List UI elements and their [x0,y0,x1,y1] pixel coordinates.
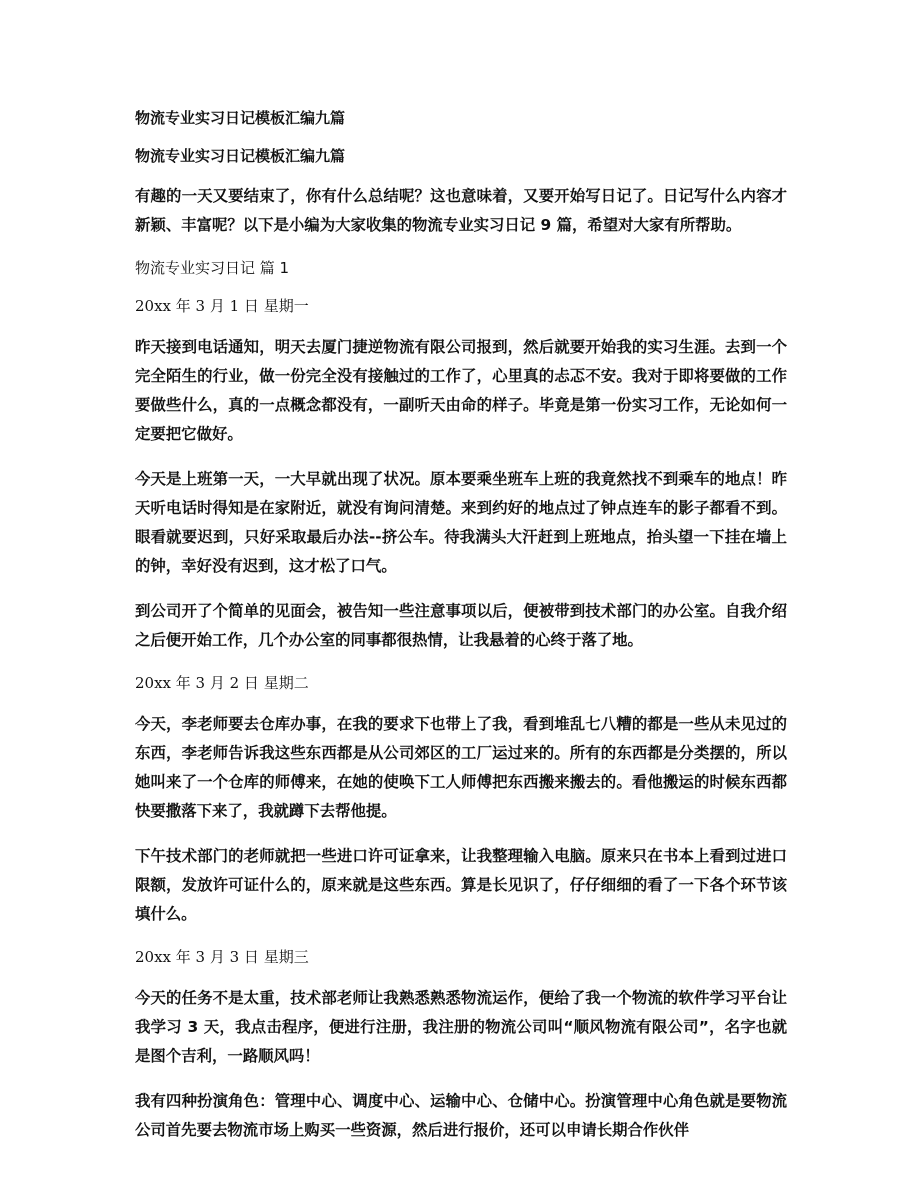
entry-paragraph: 今天的任务不是太重，技术部老师让我熟悉熟悉物流运作，便给了我一个物流的软件学习平台让我学习 3 天，我点击程序，便进行注册，我注册的物流公司叫“顺风物流有限公司”，名字也就是图个吉利，一路顺风吗！ [135,989,787,1065]
document-title: 物流专业实习日记模板汇编九篇 [135,109,346,127]
entry-paragraph: 今天，李老师要去仓库办事，在我的要求下也带上了我，看到堆乱七八糟的都是一些从未见过的东西，李老师告诉我这些东西都是从公司郊区的工厂运过来的。所有的东西都是分类摆的，所以她叫来了一个仓库的师傅来，在她的使唤下工人师傅把东西搬来搬去的。看他搬运的时候东西都快要撒落下来了，我就蹲下去帮他提。 [135,715,787,820]
document-page [135,106,787,1161]
document-subtitle: 物流专业实习日记模板汇编九篇 [135,147,346,165]
entry-paragraph: 今天是上班第一天，一大早就出现了状况。原本要乘坐班车上班的我竟然找不到乘车的地点！昨天听电话时得知是在家附近，就没有询问清楚。来到约好的地点过了钟点连车的影子都看不到。眼看就要迟到，只好采取最后办法--挤公车。待我满头大汗赶到上班地点，抬头望一下挂在墙上的钟，幸好没有迟到，这才松了口气。 [135,470,787,575]
entry-date: 20xx 年 3 月 2 日 星期二 [135,674,309,692]
section-heading: 物流专业实习日记 篇 1 [135,259,290,277]
entry-paragraph: 昨天接到电话通知，明天去厦门捷逆物流有限公司报到，然后就要开始我的实习生涯。去到一个完全陌生的行业，做一份完全没有接触过的工作了，心里真的忐忑不安。我对于即将要做的工作要做些什么，真的一点概念都没有，一副听天由命的样子。毕竟是第一份实习工作，无论如何一定要把它做好。 [135,338,787,443]
entry-date: 20xx 年 3 月 3 日 星期三 [135,948,309,966]
entry-paragraph: 到公司开了个简单的见面会，被告知一些注意事项以后，便被带到技术部门的办公室。自我介绍之后便开始工作，几个办公室的同事都很热情，让我悬着的心终于落了地。 [135,602,787,649]
entry-paragraph: 我有四种扮演角色：管理中心、调度中心、运输中心、仓储中心。扮演管理中心角色就是要物流公司首先要去物流市场上购买一些资源，然后进行报价，还可以申请长期合作伙伴 [135,1092,787,1139]
entry-paragraph: 下午技术部门的老师就把一些进口许可证拿来，让我整理输入电脑。原来只在书本上看到过进口限额，发放许可证什么的，原来就是这些东西。算是长见识了，仔仔细细的看了一下各个环节该填什么。 [135,847,787,923]
intro-paragraph: 有趣的一天又要结束了，你有什么总结呢？这也意味着，又要开始写日记了。日记写什么内容才新颖、丰富呢？以下是小编为大家收集的物流专业实习日记 9 篇，希望对大家有所帮助。 [135,187,787,234]
entry-date: 20xx 年 3 月 1 日 星期一 [135,297,309,315]
